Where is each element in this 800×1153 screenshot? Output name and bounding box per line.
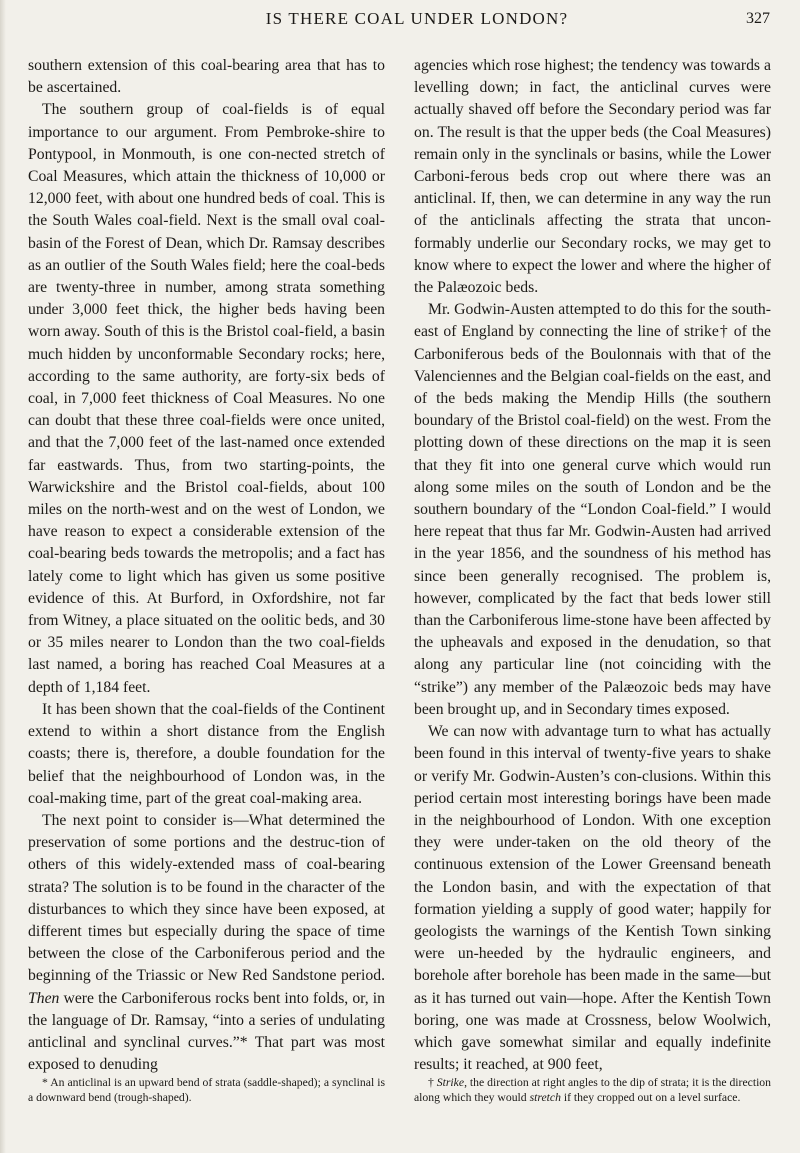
running-title: IS THERE COAL UNDER LONDON?: [265, 9, 569, 28]
footnote-mark: †: [428, 1076, 437, 1090]
footnote-term: Strike: [436, 1076, 465, 1090]
paragraph: We can now with advantage turn to what has actually been found in this interval of twenty-five years to shake or verify Mr. Godwin-Austen’s con-clusions. Within this period certain most interesting borings have been made in the neighbourhood of London. With one exception they were under-taken on the old theory of the continuous extension of the Lower Greensand beneath the London basin, and with the expectation of that formation yielding a supply of good water; happily for geologists the warnings of the Kentish Town sinking were un-heeded by the hydraulic engineers, and borehole after borehole has been made in the same—but as it has turned out vain—hope. After the Kentish Town boring, one was made at Crossness, below Woolwich, which gave somewhat similar and equally indefinite results; it reached, at 900 feet,: [414, 723, 771, 1074]
footnote-italic: stretch: [529, 1090, 561, 1104]
footnote: [414, 1076, 771, 1105]
paragraph: southern extension of this coal-bearing area that has to be ascertained.: [28, 57, 385, 97]
footnote: * An anticlinal is an upward bend of strata (saddle-shaped); a synclinal is a downward bend (trough-shaped).: [28, 1076, 385, 1104]
paragraph: agencies which rose highest; the tendency was towards a levelling down; in fact, the anticlinal curves were actually shaved off before the Secondary period was far on. The result is that the upper beds (the Coal Measures) remain only in the synclinals or basins, while the Lower Carboni-ferous beds crop out where there was an anticlinal. If, then, we can determine in any way the run of the anticlinals affecting the strata that uncon-formably underlie our Secondary rocks, we may get to know where to expect the lower and where the higher of the Palæozoic beds.: [414, 57, 771, 297]
paragraph-text: The next point to consider is—What determined the preservation of some portions and the destruc-tion of others of this widely-extended mass of coal-bearing strata? The solution is to be found in the character of the disturbances to which they since have been exposed, at different times but especially during the space of time between the close of the Carboniferous period and the beginning of the Triassic or New Red Sandstone period.: [28, 811, 385, 985]
paragraph: The southern group of coal-fields is of equal importance to our argument. From Pembroke-shire to Pontypool, in Monmouth, is one con-nected stretch of Coal Measures, which attain the thickness of 10,000 or 12,000 feet, with about one hundred beds of coal. This is the South Wales coal-field. Next is the small oval coal-basin of the Forest of Dean, which Dr. Ramsay describes as an outlier of the South Wales field; here the coal-beds are twenty-three in number, among strata something under 3,000 feet thick, the higher beds having been worn away. South of this is the Bristol coal-field, a basin much hidden by unconformable Secondary rocks; here, according to the same authority, are forty-six beds of coal, in 7,000 feet thickness of Coal Measures. No one can doubt that these three coal-fields were once united, and that the 7,000 feet of the last-named once extended far eastwards. Thus, from two starting-points, the Warwickshire and the Bristol coal-fields, about 100 miles on the north-west and on the west of London, we have reason to expect a considerable extension of the coal-bearing beds towards the metropolis; and a fact has lately come to light which has given us some positive evidence of this. At Burford, in Oxfordshire, not far from Witney, a place situated on the oolitic beds, and 30 or 35 miles nearer to London than the two coal-fields last named, a boring has reached Coal Measures at a depth of 1,184 feet.: [28, 101, 385, 696]
paragraph-text: were the Carboniferous rocks bent into folds, or, in the language of Dr. Ramsay, “into a series of undulating anticlinal and synclinal curves.”* That part was most exposed to denuding: [28, 989, 385, 1074]
italic-word: Then: [28, 989, 60, 1007]
paragraph: [28, 810, 385, 1076]
right-column: [414, 55, 771, 1105]
page-edge-shadow: [0, 0, 6, 1153]
running-header: [28, 4, 770, 34]
footnote-text: if they cropped out on a level surface.: [560, 1090, 741, 1104]
paragraph: Mr. Godwin-Austen attempted to do this for the south-east of England by connecting the line of strike† of the Carboniferous beds of the Boulonnais with that of the Valenciennes and the Belgian coal-fields on the east, and of the beds making the Mendip Hills (the southern boundary of the Bristol coal-field) on the west. From the plotting down of these directions on the map it is seen that they fit into one general curve which would run along some miles on the south of London and be the southern boundary of the “London Coal-field.” I would here repeat that thus far Mr. Godwin-Austen had arrived in the year 1856, and the soundness of his method has since been generally recognised. The problem is, however, complicated by the fact that beds lower still than the Carboniferous lime-stone have been affected by the upheavals and exposed in the denudation, so that along any particular line (not coinciding with the “strike”) any member of the Palæozoic beds may have been brought up, and in Secondary times exposed.: [414, 301, 771, 718]
paragraph: It has been shown that the coal-fields of the Continent extend to within a short distance from the English coasts; there is, therefore, a double foundation for the belief that the neighbourhood of London was, in the coal-making time, part of the great coal-making area.: [28, 700, 385, 807]
page-number: 327: [746, 10, 770, 27]
footnote-text: , the direction at right angles to the dip of strata; it is the direction along which they would: [414, 1076, 771, 1104]
left-column: [28, 55, 385, 1105]
